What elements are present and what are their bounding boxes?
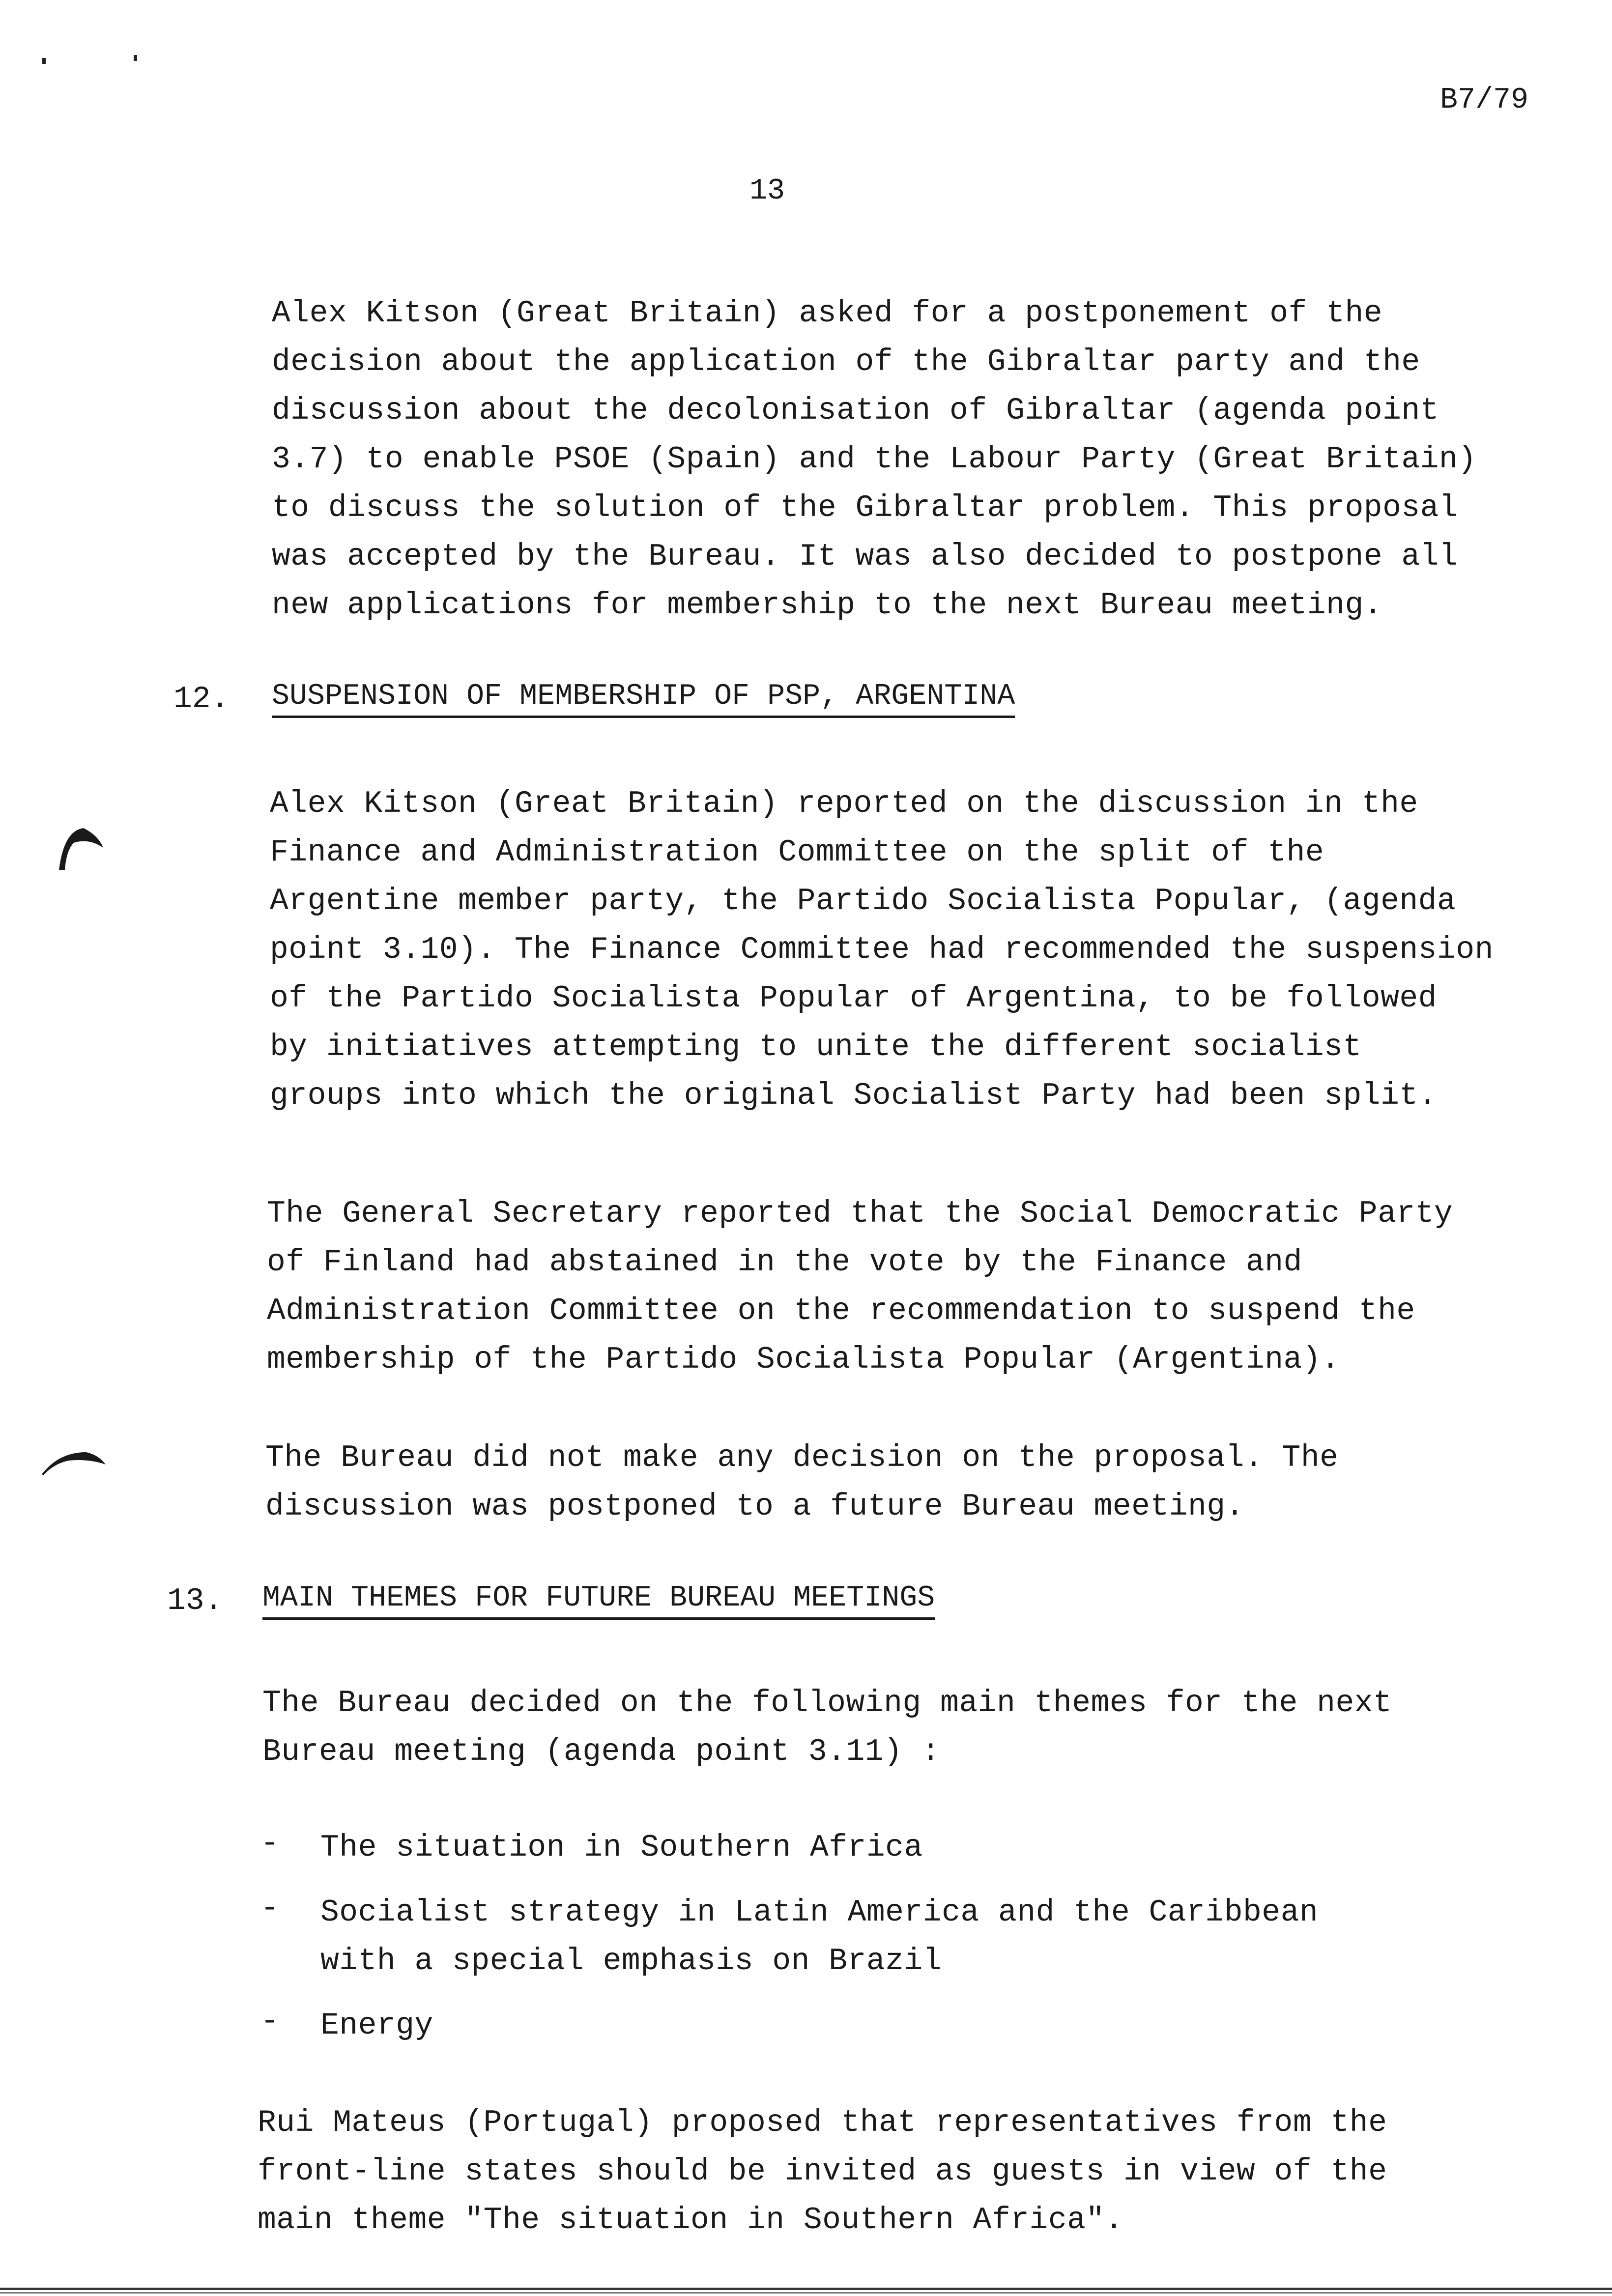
section-13-number: 13. <box>167 1583 223 1618</box>
paragraph-front-line-states: Rui Mateus (Portugal) proposed that representatives from the front-line states should be invited as guests in view of the main theme "The situation in Southern Africa". <box>258 2105 1387 2238</box>
paragraph-bureau-postponed: The Bureau did not make any decision on the proposal. The discussion was postponed to a future Bureau meeting. <box>265 1440 1339 1524</box>
section-12-heading: SUSPENSION OF MEMBERSHIP OF PSP, ARGENTINA <box>272 679 1015 718</box>
theme-dash: - <box>260 1826 279 1861</box>
paragraph-psp-finance: Alex Kitson (Great Britain) reported on the discussion in the Finance and Administration Committee on the split of the Argentine member party, the Partido Socialista Popular, (agenda point 3.10). The Finance Committee had recommended the suspension of the Partido Socialista Popular of Argentina, to be followed by initiatives attempting to unite the different socialist groups into which the original Socialist Party had been split. <box>270 786 1494 1113</box>
section-13-heading: MAIN THEMES FOR FUTURE BUREAU MEETINGS <box>262 1581 935 1620</box>
theme-item-energy: Energy <box>320 2008 433 2043</box>
document-reference: B7/79 <box>1440 84 1529 117</box>
page-bottom-edge-shadow <box>0 2292 1612 2294</box>
paragraph-themes-intro: The Bureau decided on the following main themes for the next Bureau meeting (agenda point 3.11) : <box>262 1686 1392 1769</box>
scan-speck <box>134 55 137 61</box>
hole-punch-mark <box>39 1440 108 1479</box>
page-bottom-edge <box>0 2288 1612 2290</box>
theme-dash: - <box>260 1891 279 1926</box>
theme-item-latin-america: Socialist strategy in Latin America and the Caribbean with a special emphasis on Brazil <box>320 1895 1319 1979</box>
theme-item-southern-africa: The situation in Southern Africa <box>320 1830 923 1865</box>
hole-punch-mark <box>54 821 108 875</box>
paragraph-gibraltar: Alex Kitson (Great Britain) asked for a postponement of the decision about the application of the Gibraltar party and the discussion about the decolonisation of Gibraltar (agenda point 3.7) to enable PSOE (Spain) and the Labour Party (Great Britain) to discuss the solution of the Gibraltar problem. This proposal was accepted by the Bureau. It was also decided to postpone all new applications for membership to the next Bureau meeting. <box>272 296 1477 623</box>
scan-speck <box>42 58 46 64</box>
theme-dash: - <box>260 2004 279 2039</box>
paragraph-finland-abstention: The General Secretary reported that the Social Democratic Party of Finland had abstained in the vote by the Finance and Administration Committee on the recommendation to suspend the membership of the Partido Socialista Popular (Argentina). <box>267 1196 1453 1377</box>
section-12-number: 12. <box>173 682 230 717</box>
page-number: 13 <box>749 174 785 208</box>
